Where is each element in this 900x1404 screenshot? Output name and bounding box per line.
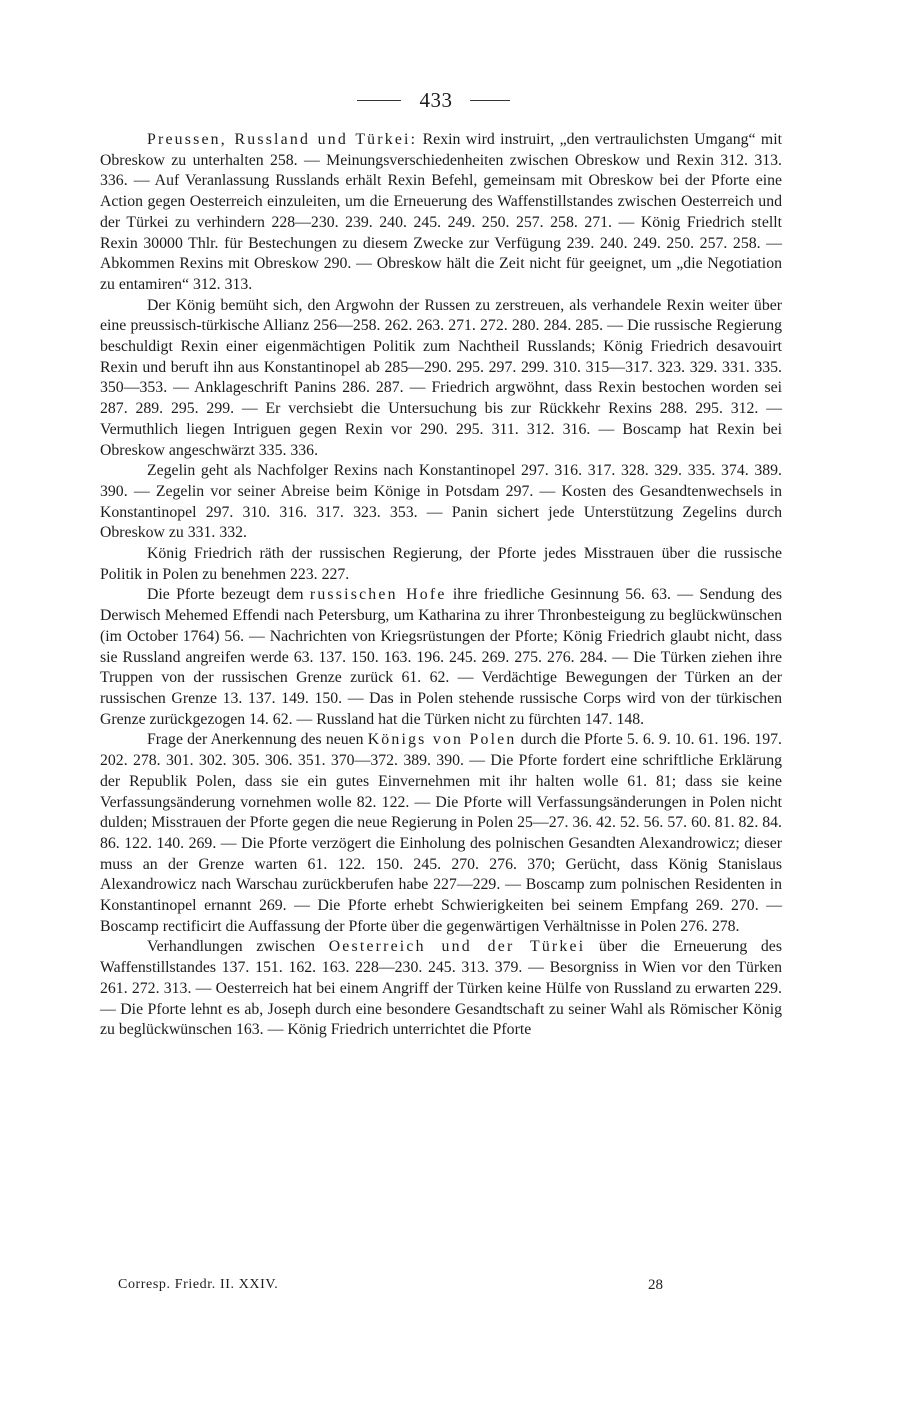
footer-sheet-number: 28 [648,1277,663,1293]
paragraph-zegelin [100,461,782,544]
paragraph-misstrauen-polen [100,544,782,585]
paragraph-argwohn-russen [100,296,782,462]
paragraph-text: Rexin wird instruirt, „den vertraulichsten Umgang“ mit Obreskow zu unterhalten 258. — Meinungsverschiedenheiten zwischen Obreskow und Rexin 312. 313. 336. — Auf Veranlassung Russlands erhält Rexin Befehl, gemeinsam mit Obreskow bei der Pforte eine Action gegen Oesterreich einzuleiten, um die Erneuerung des Waffenstillstandes zwischen Oesterreich und der Türkei zu verhindern 228—230. 239. 240. 245. 249. 250. 257. 258. 271. — König Friedrich stellt Rexin 30000 Thlr. für Bestechungen zu diesem Zwecke zur Verfügung 239. 240. 249. 250. 257. 258. — Abkommen Rexins mit Obreskow 290. — Obreskow hält die Zeit nicht für geeignet, um „die Negotiation zu entamiren“ 312. 313. [100,131,782,293]
page-number: 433 [419,88,453,112]
paragraph-prefix: Verhandlungen zwischen [147,938,329,956]
index-body [100,130,782,1041]
paragraph-pforte-russischer-hof [100,585,782,730]
paragraph-prefix: Frage der Anerkennung des neuen [147,731,368,749]
paragraph-koenig-von-polen [100,730,782,937]
paragraph-text: Zegelin geht als Nachfolger Rexins nach Konstantinopel 297. 316. 317. 328. 329. 335. 374. 389. 390. — Zegelin vor seiner Abreise beim Könige in Potsdam 297. — Kosten des Gesandtenwechsels in Konstantinopel 297. 310. 316. 317. 323. 353. — Panin sichert jede Unterstützung Zegelins durch Obreskow zu 331. 332. [100,462,782,542]
paragraph-text: durch die Pforte 5. 6. 9. 10. 61. 196. 197. 202. 278. 301. 302. 305. 306. 351. 370—372. 389. 390. — Die Pforte fordert eine schriftliche Erklärung der Republik Polen, dass sie ein gutes Einvernehmen mit ihr halten wolle 61. 81; dass sie keine Verfassungsänderung vornehmen wolle 82. 122. — Die Pforte will Verfassungsänderungen in Polen nicht dulden; Misstrauen der Pforte gegen die neue Regierung in Polen 25—27. 36. 42. 52. 56. 57. 60. 81. 82. 84. 86. 122. 140. 269. — Die Pforte verzögert die Einholung des polnischen Gesandten Alexandrowicz; dieser muss an der Grenze warten 61. 122. 150. 245. 270. 276. 370; Gerücht, dass König Stanislaus Alexandrowicz nach Warschau zurückberufen habe 227—229. — Boscamp zum polnischen Residenten in Konstantinopel ernannt 269. — Die Pforte erhebt Schwierigkeiten bei seinem Empfang 269. 270. — Boscamp rectificirt die Auffassung der Pforte über die gegenwärtigen Verhältnisse in Polen 276. 278. [100,731,782,935]
spaced-term: Oesterreich und der Türkei [328,938,586,956]
header-rule-left [357,100,401,101]
paragraph-prefix: Die Pforte bezeugt dem [147,586,310,604]
paragraph-text: über die Erneuerung des Waffenstillstandes 137. 151. 162. 163. 228—230. 245. 313. 379. — Besorgniss in Wien vor den Türken 261. 272. 313. — Oesterreich hat bei einem Angriff der Türken keine Hülfe von Russland zu erwarten 229. — Die Pforte lehnt es ab, Joseph durch eine besondere Gesandtschaft zu seiner Wahl als Römischer König zu beglückwünschen 163. — König Friedrich unterrichtet die Pforte [100,938,782,1039]
page-header [0,88,900,118]
header-rule-right [470,100,510,101]
paragraph-text: ihre friedliche Gesinnung 56. 63. — Sendung des Derwisch Mehemed Effendi nach Petersburg, um Katharina zu ihrer Thronbesteigung zu beglückwünschen (im October 1764) 56. — Nachrichten von Kriegsrüstungen der Pforte; König Friedrich glaubt nicht, dass sie Russland angreifen werde 63. 137. 150. 163. 196. 245. 269. 275. 276. 284. — Die Türken ziehen ihre Truppen von der russischen Grenze zurück 61. 62. — Verdächtige Bewegungen der Türken an der russischen Grenze 13. 137. 149. 150. — Das in Polen stehende russische Corps wird von der türkischen Grenze zurückgezogen 14. 62. — Russland hat die Türken nicht zu fürchten 147. 148. [100,586,783,728]
topic-heading: Preussen, Russland und Türkei: [147,131,418,148]
paragraph-oesterreich-tuerkei [100,937,782,1041]
paragraph-text: König Friedrich räth der russischen Regierung, der Pforte jedes Misstrauen über die russische Politik in Polen zu benehmen 223. 227. [100,545,782,583]
spaced-term: russischen Hofe [309,586,447,604]
page-footer [100,1277,782,1301]
footer-signature: Corresp. Friedr. II. XXIV. [118,1277,279,1292]
paragraph-preussen-russland-tuerkei [100,130,782,296]
paragraph-text: Der König bemüht sich, den Argwohn der Russen zu zerstreuen, als verhandele Rexin weiter über eine preussisch-türkische Allianz 256—258. 262. 263. 271. 272. 280. 284. 285. — Die russische Regierung beschuldigt Rexin einer eigenmächtigen Politik zum Nachtheil Russlands; König Friedrich desavouirt Rexin und beruft ihn aus Konstantinopel ab 285—290. 295. 297. 299. 310. 315—317. 323. 329. 331. 335. 350—353. — Anklageschrift Panins 286. 287. — Friedrich argwöhnt, dass Rexin bestochen worden sei 287. 289. 295. 299. — Er verchsiebt die Untersuchung bis zur Rückkehr Rexins 288. 295. 312. — Vermuthlich liegen Intriguen gegen Rexin vor 290. 295. 311. 312. 316. — Boscamp hat Rexin bei Obreskow angeschwärzt 335. 336. [100,296,782,459]
spaced-term: Königs von Polen [367,731,517,749]
